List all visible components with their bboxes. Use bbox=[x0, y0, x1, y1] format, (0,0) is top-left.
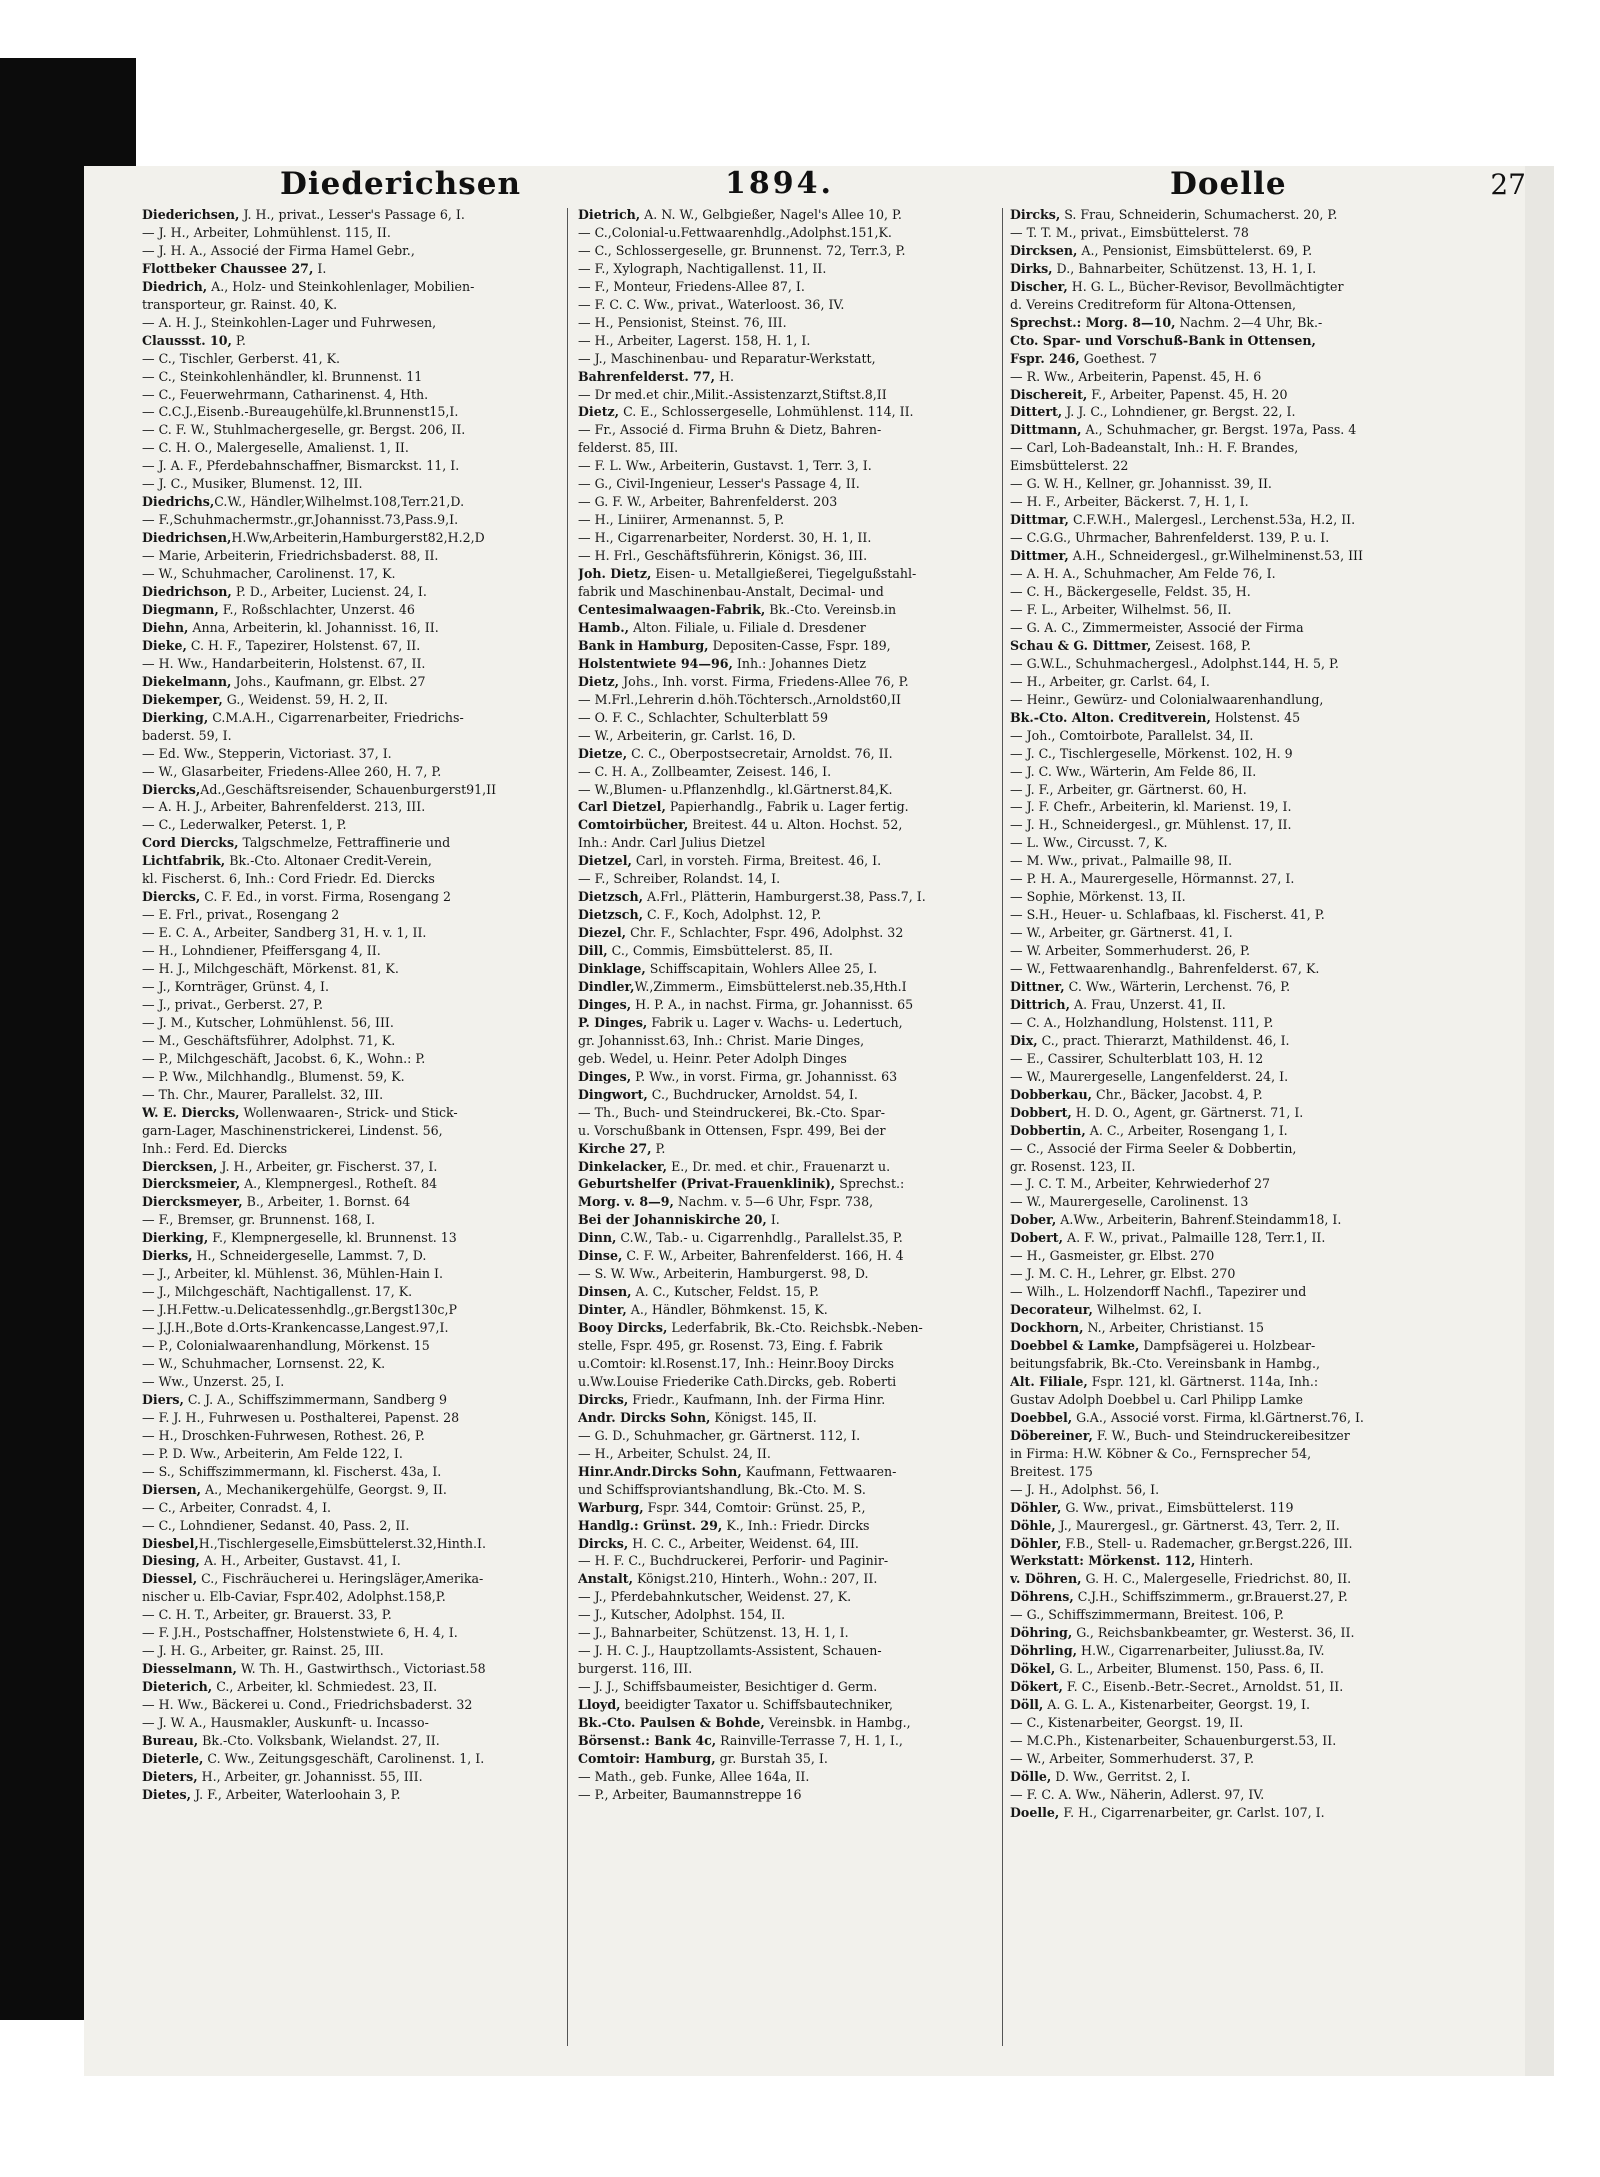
directory-line: Morg. v. 8—9, Nachm. v. 5—6 Uhr, Fspr. 738, bbox=[578, 1194, 874, 1210]
directory-line: Dieke, C. H. F., Tapezirer, Holstenst. 67, II. bbox=[142, 637, 421, 653]
directory-line: — W., Arbeiterin, gr. Carlst. 16, D. bbox=[578, 727, 796, 743]
directory-line: d. Vereins Creditreform für Altona-Ottensen, bbox=[1010, 296, 1296, 312]
directory-line: garn-Lager, Maschinenstrickerei, Lindenst. 56, bbox=[142, 1122, 443, 1138]
directory-line: — G., Civil-Ingenieur, Lesser's Passage 4, II. bbox=[578, 476, 860, 492]
directory-line: — S., Schiffszimmermann, kl. Fischerst. 43a, I. bbox=[142, 1463, 442, 1479]
directory-line: Diehn, Anna, Arbeiterin, kl. Johannisst. 16, II. bbox=[142, 619, 439, 635]
directory-line: — H., Pensionist, Steinst. 76, III. bbox=[578, 314, 787, 330]
directory-line: Handlg.: Grünst. 29, K., Inh.: Friedr. Dircks bbox=[578, 1517, 870, 1533]
directory-line: — P., Colonialwaarenhandlung, Mörkenst. 15 bbox=[142, 1338, 430, 1354]
directory-line: Dietrich, A. N. W., Gelbgießer, Nagel's Allee 10, P. bbox=[578, 207, 902, 222]
directory-line: — J., privat., Gerberst. 27, P. bbox=[142, 996, 324, 1012]
directory-line: Joh. Dietz, Eisen- u. Metallgießerei, Tiegelgußstahl- bbox=[578, 566, 917, 582]
directory-line: — J. C. Ww., Wärterin, Am Felde 86, II. bbox=[1010, 763, 1257, 779]
directory-line: Dietzsch, A.Frl., Plätterin, Hamburgerst.38, Pass.7, I. bbox=[578, 889, 926, 905]
directory-line: Dober, A.Ww., Arbeiterin, Bahrenf.Steindamm18, I. bbox=[1010, 1212, 1342, 1228]
directory-line: — J. M., Kutscher, Lohmühlenst. 56, III. bbox=[142, 1014, 394, 1030]
directory-line: Dökert, F. C., Eisenb.-Betr.-Secret., Arnoldst. 51, II. bbox=[1010, 1679, 1344, 1695]
directory-line: — M., Geschäftsführer, Adolphst. 71, K. bbox=[142, 1032, 396, 1048]
directory-line: — H., Arbeiter, Schulst. 24, II. bbox=[578, 1445, 771, 1461]
column-rule-1 bbox=[567, 208, 568, 2046]
directory-line: nischer u. Elb-Caviar, Fspr.402, Adolphst.158,P. bbox=[142, 1589, 446, 1605]
directory-line: — J.J.H.,Bote d.Orts-Krankencasse,Langest.97,I. bbox=[142, 1320, 449, 1336]
directory-line: — C., Feuerwehrmann, Catharinenst. 4, Hth. bbox=[142, 386, 429, 402]
directory-line: — H. Ww., Handarbeiterin, Holstenst. 67, II. bbox=[142, 655, 426, 671]
directory-line: — A. H. A., Schuhmacher, Am Felde 76, I. bbox=[1010, 566, 1276, 582]
directory-line: Dietzsch, C. F., Koch, Adolphst. 12, P. bbox=[578, 907, 822, 923]
directory-line: Dieters, H., Arbeiter, gr. Johannisst. 55, III. bbox=[142, 1768, 423, 1784]
directory-line: Döhler, G. Ww., privat., Eimsbüttelerst. 119 bbox=[1010, 1499, 1294, 1515]
directory-line: Booy Dircks, Lederfabrik, Bk.-Cto. Reichsbk.-Neben- bbox=[578, 1320, 923, 1336]
directory-line: — J., Maschinenbau- und Reparatur-Werkstatt, bbox=[578, 350, 876, 366]
directory-line: — F., Bremser, gr. Brunnenst. 168, I. bbox=[142, 1212, 376, 1228]
directory-line: gr. Rosenst. 123, II. bbox=[1010, 1158, 1136, 1174]
directory-line: stelle, Fspr. 495, gr. Rosenst. 73, Eing. f. Fabrik bbox=[578, 1338, 883, 1354]
directory-line: Döhrling, H.W., Cigarrenarbeiter, Juliusst.8a, IV. bbox=[1010, 1643, 1325, 1659]
directory-line: — M. Ww., privat., Palmaille 98, II. bbox=[1010, 853, 1232, 869]
directory-line: — P. Ww., Milchhandlg., Blumenst. 59, K. bbox=[142, 1068, 405, 1084]
directory-line: Inh.: Andr. Carl Julius Dietzel bbox=[578, 835, 766, 851]
directory-column-1 bbox=[142, 206, 562, 2046]
directory-line: Comtoirbücher, Breitest. 44 u. Alton. Hochst. 52, bbox=[578, 817, 903, 833]
directory-line: — W., Glasarbeiter, Friedens-Allee 260, H. 7, P. bbox=[142, 763, 442, 779]
directory-line: — E., Cassirer, Schulterblatt 103, H. 12 bbox=[1010, 1050, 1264, 1066]
directory-line: Doelle, F. H., Cigarrenarbeiter, gr. Carlst. 107, I. bbox=[1010, 1804, 1325, 1820]
directory-line: Diercks,Ad.,Geschäftsreisender, Schauenburgerst91,II bbox=[142, 781, 497, 797]
directory-line: — J., Kornträger, Grünst. 4, I. bbox=[142, 978, 330, 994]
directory-line: kl. Fischerst. 6, Inh.: Cord Friedr. Ed. Diercks bbox=[142, 871, 435, 887]
directory-line: — P. H. A., Maurergeselle, Hörmannst. 27, I. bbox=[1010, 871, 1295, 887]
directory-line: — C., Arbeiter, Conradst. 4, I. bbox=[142, 1499, 332, 1515]
directory-line: und Schiffsproviantshandlung, Bk.-Cto. M. S. bbox=[578, 1481, 866, 1497]
directory-line: — C. H. O., Malergeselle, Amalienst. 1, II. bbox=[142, 440, 409, 456]
directory-line: Dinter, A., Händler, Böhmkenst. 15, K. bbox=[578, 1302, 828, 1318]
directory-line: Diercksen, J. H., Arbeiter, gr. Fischerst. 37, I. bbox=[142, 1158, 438, 1174]
directory-line: Diercksmeyer, B., Arbeiter, 1. Bornst. 64 bbox=[142, 1194, 411, 1210]
directory-line: Diekemper, G., Weidenst. 59, H. 2, II. bbox=[142, 691, 388, 707]
directory-line: — F. J. H., Fuhrwesen u. Posthalterei, Papenst. 28 bbox=[142, 1409, 460, 1425]
directory-line: Dökel, G. L., Arbeiter, Blumenst. 150, Pass. 6, II. bbox=[1010, 1661, 1324, 1677]
directory-line: — H. J., Milchgeschäft, Mörkenst. 81, K. bbox=[142, 961, 399, 977]
directory-line: — C. F. W., Stuhlmachergeselle, gr. Bergst. 206, II. bbox=[142, 422, 466, 438]
directory-line: Dinn, C.W., Tab.- u. Cigarrenhdlg., Parallelst.35, P. bbox=[578, 1230, 903, 1246]
directory-line: Diedrichsen,H.Ww,Arbeiterin,Hamburgerst82,H.2,D bbox=[142, 530, 485, 546]
directory-line: — C., Lederwalker, Peterst. 1, P. bbox=[142, 817, 347, 833]
directory-line: — F., Xylograph, Nachtigallenst. 11, II. bbox=[578, 260, 827, 276]
directory-line: Holstentwiete 94—96, Inh.: Johannes Dietz bbox=[578, 655, 866, 671]
directory-line: Dittrich, A. Frau, Unzerst. 41, II. bbox=[1010, 996, 1226, 1012]
directory-line: Dierking, C.M.A.H., Cigarrenarbeiter, Friedrichs- bbox=[142, 709, 464, 725]
directory-line: Cord Diercks, Talgschmelze, Fettraffinerie und bbox=[142, 835, 451, 851]
directory-line: — Ww., Unzerst. 25, I. bbox=[142, 1373, 285, 1389]
directory-line: Dobbert, H. D. O., Agent, gr. Gärtnerst. 71, I. bbox=[1010, 1104, 1304, 1120]
directory-line: — H. Frl., Geschäftsführerin, Königst. 36, III. bbox=[578, 548, 868, 564]
directory-line: — J., Arbeiter, kl. Mühlenst. 36, Mühlen-Hain I. bbox=[142, 1266, 444, 1282]
directory-line: — F. C. C. Ww., privat., Waterloost. 36, IV. bbox=[578, 296, 845, 312]
directory-line: — W., Fettwaarenhandlg., Bahrenfelderst. 67, K. bbox=[1010, 961, 1320, 977]
directory-line: Diedrichs,C.W., Händler,Wilhelmst.108,Terr.21,D. bbox=[142, 494, 465, 510]
directory-line: Döhler, F.B., Stell- u. Rademacher, gr.Bergst.226, III. bbox=[1010, 1535, 1353, 1551]
directory-line: Diesselmann, W. Th. H., Gastwirthsch., Victoriast.58 bbox=[142, 1661, 486, 1677]
directory-line: Dischereit, F., Arbeiter, Papenst. 45, H. 20 bbox=[1010, 386, 1288, 402]
directory-line: Diessel, C., Fischräucherei u. Heringsläger,Amerika- bbox=[142, 1571, 484, 1587]
directory-line: Bei der Johanniskirche 20, I. bbox=[578, 1212, 780, 1228]
directory-line: — C., Schlossergeselle, gr. Brunnenst. 72, Terr.3, P. bbox=[578, 242, 906, 258]
directory-column-2 bbox=[578, 206, 998, 2046]
directory-line: Dobbertin, A. C., Arbeiter, Rosengang 1, I. bbox=[1010, 1122, 1288, 1138]
directory-line: — J. H., Arbeiter, Lohmühlenst. 115, II. bbox=[142, 224, 391, 240]
directory-line: fabrik und Maschinenbau-Anstalt, Decimal- und bbox=[578, 584, 884, 600]
directory-line: — W., Maurergeselle, Langenfelderst. 24, I. bbox=[1010, 1068, 1289, 1084]
directory-line: — C., Kistenarbeiter, Georgst. 19, II. bbox=[1010, 1715, 1244, 1731]
directory-line: — F. L., Arbeiter, Wilhelmst. 56, II. bbox=[1010, 601, 1232, 617]
directory-line: — F. L. Ww., Arbeiterin, Gustavst. 1, Terr. 3, I. bbox=[578, 458, 872, 474]
directory-line: — H., Lohndiener, Pfeiffersgang 4, II. bbox=[142, 943, 381, 959]
directory-line: Dietz, Johs., Inh. vorst. Firma, Friedens-Allee 76, P. bbox=[578, 673, 909, 689]
directory-line: — H. F., Arbeiter, Bäckerst. 7, H. 1, I. bbox=[1010, 494, 1249, 510]
directory-line: — H., Liniirer, Armenannst. 5, P. bbox=[578, 512, 785, 528]
directory-line: u. Vorschußbank in Ottensen, Fspr. 499, Bei der bbox=[578, 1122, 886, 1138]
directory-line: — H., Arbeiter, Lagerst. 158, H. 1, I. bbox=[578, 332, 811, 348]
directory-line: — R. Ww., Arbeiterin, Papenst. 45, H. 6 bbox=[1010, 368, 1262, 384]
directory-line: Carl Dietzel, Papierhandlg., Fabrik u. Lager fertig. bbox=[578, 799, 909, 815]
directory-line: — F., Monteur, Friedens-Allee 87, I. bbox=[578, 278, 805, 294]
directory-line: — A. H. J., Arbeiter, Bahrenfelderst. 213, III. bbox=[142, 799, 426, 815]
directory-line: Schau & G. Dittmer, Zeisest. 168, P. bbox=[1010, 637, 1251, 653]
directory-line: Dinsen, A. C., Kutscher, Feldst. 15, P. bbox=[578, 1284, 819, 1300]
directory-line: Diesbel,H.,Tischlergeselle,Eimsbüttelerst.32,Hinth.I. bbox=[142, 1535, 486, 1551]
directory-line: — J. H. C. J., Hauptzollamts-Assistent, Schauen- bbox=[578, 1643, 882, 1659]
directory-line: — J. H. G., Arbeiter, gr. Rainst. 25, III. bbox=[142, 1643, 384, 1659]
directory-line: — C. H., Bäckergeselle, Feldst. 35, H. bbox=[1010, 584, 1251, 600]
directory-line: — H., Arbeiter, gr. Carlst. 64, I. bbox=[1010, 673, 1210, 689]
directory-line: Diederichsen, J. H., privat., Lesser's Passage 6, I. bbox=[142, 207, 465, 222]
directory-line: — J. H., Adolphst. 56, I. bbox=[1010, 1481, 1160, 1497]
directory-line: Diesing, A. H., Arbeiter, Gustavst. 41, I. bbox=[142, 1553, 401, 1569]
directory-line: — J., Kutscher, Adolphst. 154, II. bbox=[578, 1607, 786, 1623]
directory-line: — J. M. C. H., Lehrer, gr. Elbst. 270 bbox=[1010, 1266, 1236, 1282]
directory-line: — O. F. C., Schlachter, Schulterblatt 59 bbox=[578, 709, 829, 725]
directory-line: in Firma: H.W. Köbner & Co., Fernsprecher 54, bbox=[1010, 1445, 1312, 1461]
directory-line: — H., Cigarrenarbeiter, Norderst. 30, H. 1, II. bbox=[578, 530, 872, 546]
directory-line: Dieterich, C., Arbeiter, kl. Schmiedest. 23, II. bbox=[142, 1679, 438, 1695]
directory-line: — P., Milchgeschäft, Jacobst. 6, K., Wohn.: P. bbox=[142, 1050, 426, 1066]
directory-line: burgerst. 116, III. bbox=[578, 1661, 693, 1677]
directory-line: — G. W. H., Kellner, gr. Johannisst. 39, II. bbox=[1010, 476, 1272, 492]
directory-line: Dierks, H., Schneidergeselle, Lammst. 7, D. bbox=[142, 1248, 427, 1264]
directory-line: P. Dinges, Fabrik u. Lager v. Wachs- u. Ledertuch, bbox=[578, 1014, 903, 1030]
directory-line: Fspr. 246, Goethest. 7 bbox=[1010, 350, 1158, 366]
directory-line: Döbereiner, F. W., Buch- und Steindruckereibesitzer bbox=[1010, 1427, 1350, 1443]
directory-line: — C. H. A., Zollbeamter, Zeisest. 146, I. bbox=[578, 763, 832, 779]
directory-line: Inh.: Ferd. Ed. Diercks bbox=[142, 1140, 288, 1156]
directory-line: — H. F. C., Buchdruckerei, Perforir- und Paginir- bbox=[578, 1553, 889, 1569]
directory-line: Döhle, J., Maurergesl., gr. Gärtnerst. 43, Terr. 2, II. bbox=[1010, 1517, 1340, 1533]
directory-line: — F. J.H., Postschaffner, Holstenstwiete 6, H. 4, I. bbox=[142, 1625, 458, 1641]
directory-line: — T. T. M., privat., Eimsbüttelerst. 78 bbox=[1010, 224, 1249, 240]
directory-line: — J. H. A., Associé der Firma Hamel Gebr., bbox=[142, 242, 415, 258]
directory-line: Kirche 27, P. bbox=[578, 1140, 666, 1156]
directory-line: — M.Frl.,Lehrerin d.höh.Töchtersch.,Arnoldst60,II bbox=[578, 691, 901, 707]
directory-line: Dietze, C. C., Oberpostsecretair, Arnoldst. 76, II. bbox=[578, 745, 893, 761]
directory-line: — Dr med.et chir.,Milit.-Assistenzarzt,Stiftst.8,II bbox=[578, 386, 887, 402]
directory-line: — S. W. Ww., Arbeiterin, Hamburgerst. 98, D. bbox=[578, 1266, 869, 1282]
directory-line: — Fr., Associé d. Firma Bruhn & Dietz, Bahren- bbox=[578, 422, 882, 438]
directory-line: — Th. Chr., Maurer, Parallelst. 32, III. bbox=[142, 1086, 384, 1102]
directory-line: Dittert, J. J. C., Lohndiener, gr. Bergst. 22, I. bbox=[1010, 404, 1296, 420]
directory-line: — P. D. Ww., Arbeiterin, Am Felde 122, I. bbox=[142, 1445, 403, 1461]
directory-line: — J. C., Tischlergeselle, Mörkenst. 102, H. 9 bbox=[1010, 745, 1293, 761]
directory-line: — C. A., Holzhandlung, Holstenst. 111, P. bbox=[1010, 1014, 1274, 1030]
directory-line: Diers, C. J. A., Schiffszimmermann, Sandberg 9 bbox=[142, 1391, 448, 1407]
directory-line: — J. A. F., Pferdebahnschaffner, Bismarckst. 11, I. bbox=[142, 458, 460, 474]
directory-line: Bk.-Cto. Alton. Creditverein, Holstenst. 45 bbox=[1010, 709, 1301, 725]
directory-line: Diezel, Chr. F., Schlachter, Fspr. 496, Adolphst. 32 bbox=[578, 925, 904, 941]
directory-line: Diedrich, A., Holz- und Steinkohlenlager, Mobilien- bbox=[142, 278, 475, 294]
directory-line: — J., Milchgeschäft, Nachtigallenst. 17, K. bbox=[142, 1284, 413, 1300]
directory-line: Lloyd, beeidigter Taxator u. Schiffsbautechniker, bbox=[578, 1697, 894, 1713]
directory-line: — G.W.L., Schuhmachergesl., Adolphst.144, H. 5, P. bbox=[1010, 655, 1339, 671]
directory-line: — S.H., Heuer- u. Schlafbaas, kl. Fischerst. 41, P. bbox=[1010, 907, 1325, 923]
directory-line: Dietzel, Carl, in vorsteh. Firma, Breitest. 46, I. bbox=[578, 853, 882, 869]
directory-line: Dietes, J. F., Arbeiter, Waterloohain 3, P. bbox=[142, 1786, 401, 1802]
directory-line: — H., Gasmeister, gr. Elbst. 270 bbox=[1010, 1248, 1215, 1264]
directory-line: — H. Ww., Bäckerei u. Cond., Friedrichsbaderst. 32 bbox=[142, 1697, 473, 1713]
directory-line: — W. Arbeiter, Sommerhuderst. 26, P. bbox=[1010, 943, 1250, 959]
directory-line: — J., Bahnarbeiter, Schützenst. 13, H. 1, I. bbox=[578, 1625, 849, 1641]
directory-line: Börsenst.: Bank 4c, Rainville-Terrasse 7, H. 1, I., bbox=[578, 1733, 903, 1749]
directory-line: Sprechst.: Morg. 8—10, Nachm. 2—4 Uhr, Bk.- bbox=[1010, 314, 1323, 330]
directory-line: — W., Maurergeselle, Carolinenst. 13 bbox=[1010, 1194, 1249, 1210]
directory-line: Flottbeker Chaussee 27, I. bbox=[142, 260, 327, 276]
directory-line: — Math., geb. Funke, Allee 164a, II. bbox=[578, 1768, 810, 1784]
page-edge bbox=[1525, 166, 1554, 2076]
directory-line: Andr. Dircks Sohn, Königst. 145, II. bbox=[578, 1409, 817, 1425]
directory-line: — W.,Blumen- u.Pflanzenhdlg., kl.Gärtnerst.84,K. bbox=[578, 781, 893, 797]
directory-line: — A. H. J., Steinkohlen-Lager und Fuhrwesen, bbox=[142, 314, 437, 330]
directory-line: — F. C. A. Ww., Näherin, Adlerst. 97, IV. bbox=[1010, 1786, 1265, 1802]
directory-line: Eimsbüttelerst. 22 bbox=[1010, 458, 1129, 474]
directory-line: Breitest. 175 bbox=[1010, 1463, 1093, 1479]
directory-line: Dix, C., pract. Thierarzt, Mathildenst. 46, I. bbox=[1010, 1032, 1290, 1048]
directory-line: — C., Steinkohlenhändler, kl. Brunnenst. 11 bbox=[142, 368, 423, 384]
header-right-catchword: Doelle bbox=[1170, 166, 1287, 202]
directory-line: — F., Schreiber, Rolandst. 14, I. bbox=[578, 871, 781, 887]
directory-line: Dindler,W.,Zimmerm., Eimsbüttelerst.neb.35,Hth.I bbox=[578, 978, 907, 994]
directory-line: Doebbel & Lamke, Dampfsägerei u. Holzbear- bbox=[1010, 1338, 1316, 1354]
directory-line: Diekelmann, Johs., Kaufmann, gr. Elbst. 27 bbox=[142, 673, 426, 689]
directory-line: Dittmer, A.H., Schneidergesl., gr.Wilhelminenst.53, III bbox=[1010, 548, 1364, 564]
directory-line: — L. Ww., Circusst. 7, K. bbox=[1010, 835, 1168, 851]
page-number: 27 bbox=[1490, 168, 1526, 201]
directory-line: — Joh., Comtoirbote, Parallelst. 34, II. bbox=[1010, 727, 1254, 743]
directory-line: Lichtfabrik, Bk.-Cto. Altonaer Credit-Verein, bbox=[142, 853, 432, 869]
directory-line: — W., Schuhmacher, Carolinenst. 17, K. bbox=[142, 566, 396, 582]
directory-line: Warburg, Fspr. 344, Comtoir: Grünst. 25, P., bbox=[578, 1499, 866, 1515]
directory-line: — C.C.J.,Eisenb.-Bureaugehülfe,kl.Brunnenst15,I. bbox=[142, 404, 459, 420]
directory-line: — G. F. W., Arbeiter, Bahrenfelderst. 203 bbox=[578, 494, 838, 510]
directory-line: Comtoir: Hamburg, gr. Burstah 35, I. bbox=[578, 1750, 828, 1766]
directory-line: — J. J., Schiffsbaumeister, Besichtiger d. Germ. bbox=[578, 1679, 878, 1695]
directory-line: — J., Pferdebahnkutscher, Weidenst. 27, K. bbox=[578, 1589, 852, 1605]
column-rule-2 bbox=[1002, 208, 1003, 2046]
directory-line: gr. Johannisst.63, Inh.: Christ. Marie Dinges, bbox=[578, 1032, 865, 1048]
directory-line: Döhring, G., Reichsbankbeamter, gr. Westerst. 36, II. bbox=[1010, 1625, 1355, 1641]
directory-line: Dirks, D., Bahnarbeiter, Schützenst. 13, H. 1, I. bbox=[1010, 260, 1317, 276]
directory-line: Centesimalwaagen-Fabrik, Bk.-Cto. Vereinsb.in bbox=[578, 601, 897, 617]
directory-line: — G. D., Schuhmacher, gr. Gärtnerst. 112, I. bbox=[578, 1427, 861, 1443]
directory-line: geb. Wedel, u. Heinr. Peter Adolph Dinges bbox=[578, 1050, 847, 1066]
directory-line: Diersen, A., Mechanikergehülfe, Georgst. 9, II. bbox=[142, 1481, 447, 1497]
directory-line: Discher, H. G. L., Bücher-Revisor, Bevollmächtigter bbox=[1010, 278, 1344, 294]
directory-line: — C., Tischler, Gerberst. 41, K. bbox=[142, 350, 341, 366]
directory-line: W. E. Diercks, Wollenwaaren-, Strick- und Stick- bbox=[142, 1104, 458, 1120]
directory-line: — H., Droschken-Fuhrwesen, Rothest. 26, P. bbox=[142, 1427, 425, 1443]
directory-line: — Ed. Ww., Stepperin, Victoriast. 37, I. bbox=[142, 745, 392, 761]
directory-line: — Carl, Loh-Badeanstalt, Inh.: H. F. Brandes, bbox=[1010, 440, 1299, 456]
directory-line: — C. H. T., Arbeiter, gr. Brauerst. 33, P. bbox=[142, 1607, 392, 1623]
directory-line: transporteur, gr. Rainst. 40, K. bbox=[142, 296, 338, 312]
directory-line: Alt. Filiale, Fspr. 121, kl. Gärtnerst. 114a, Inh.: bbox=[1010, 1373, 1319, 1389]
directory-line: u.Comtoir: kl.Rosenst.17, Inh.: Heinr.Booy Dircks bbox=[578, 1356, 895, 1371]
directory-line: Dittmar, C.F.W.H., Malergesl., Lerchenst.53a, H.2, II. bbox=[1010, 512, 1356, 528]
directory-line: Dircksen, A., Pensionist, Eimsbüttelerst. 69, P. bbox=[1010, 242, 1313, 258]
directory-line: Diercks, C. F. Ed., in vorst. Firma, Rosengang 2 bbox=[142, 889, 451, 905]
directory-line: — W., Arbeiter, Sommerhuderst. 37, P. bbox=[1010, 1750, 1254, 1766]
directory-line: Hamb., Alton. Filiale, u. Filiale d. Dresdener bbox=[578, 619, 866, 635]
directory-line: Diegmann, F., Roßschlachter, Unzerst. 46 bbox=[142, 601, 415, 617]
directory-line: Döhrens, C.J.H., Schiffszimmerm., gr.Brauerst.27, P. bbox=[1010, 1589, 1348, 1605]
directory-line: Dittner, C. Ww., Wärterin, Lerchenst. 76, P. bbox=[1010, 978, 1291, 994]
directory-column-3 bbox=[1010, 206, 1442, 2046]
directory-line: Bahrenfelderst. 77, H. bbox=[578, 368, 735, 384]
directory-line: Dircks, Friedr., Kaufmann, Inh. der Firma Hinr. bbox=[578, 1391, 886, 1407]
directory-line: Doebbel, G.A., Associé vorst. Firma, kl.Gärtnerst.76, I. bbox=[1010, 1409, 1364, 1425]
directory-line: Bureau, Bk.-Cto. Volksbank, Wielandst. 27, II. bbox=[142, 1733, 440, 1749]
directory-line: Dobberkau, Chr., Bäcker, Jacobst. 4, P. bbox=[1010, 1086, 1263, 1102]
directory-line: — E. C. A., Arbeiter, Sandberg 31, H. v. 1, II. bbox=[142, 925, 427, 941]
directory-line: Dittmann, A., Schuhmacher, gr. Bergst. 197a, Pass. 4 bbox=[1010, 422, 1357, 438]
directory-line: — Marie, Arbeiterin, Friedrichsbaderst. 88, II. bbox=[142, 548, 439, 564]
directory-line: — J. W. A., Hausmakler, Auskunft- u. Incasso- bbox=[142, 1715, 429, 1731]
directory-line: Gustav Adolph Doebbel u. Carl Philipp Lamke bbox=[1010, 1391, 1304, 1407]
header-left-catchword: Diederichsen bbox=[280, 166, 522, 202]
directory-line: Bk.-Cto. Paulsen & Bohde, Vereinsbk. in Hambg., bbox=[578, 1715, 911, 1731]
directory-line: — F.,Schuhmachermstr.,gr.Johannisst.73,Pass.9,I. bbox=[142, 512, 459, 528]
directory-line: baderst. 59, I. bbox=[142, 727, 232, 743]
directory-line: Bank in Hamburg, Depositen-Casse, Fspr. 189, bbox=[578, 637, 891, 653]
directory-line: — J. C. T. M., Arbeiter, Kehrwiederhof 27 bbox=[1010, 1176, 1270, 1192]
directory-line: beitungsfabrik, Bk.-Cto. Vereinsbank in Hambg., bbox=[1010, 1356, 1320, 1371]
directory-line: felderst. 85, III. bbox=[578, 440, 679, 456]
header-year: 1894. bbox=[725, 166, 834, 201]
directory-line: — P., Arbeiter, Baumannstreppe 16 bbox=[578, 1786, 802, 1802]
directory-line: — G. A. C., Zimmermeister, Associé der Firma bbox=[1010, 619, 1304, 635]
directory-line: Dölle, D. Ww., Gerritst. 2, I. bbox=[1010, 1768, 1191, 1784]
directory-line: Dobert, A. F. W., privat., Palmaille 128, Terr.1, II. bbox=[1010, 1230, 1326, 1246]
directory-line: Cto. Spar- und Vorschuß-Bank in Ottensen, bbox=[1010, 332, 1316, 348]
directory-line: Hinr.Andr.Dircks Sohn, Kaufmann, Fettwaaren- bbox=[578, 1463, 897, 1479]
directory-line: Dircks, S. Frau, Schneiderin, Schumacherst. 20, P. bbox=[1010, 207, 1338, 222]
directory-line: — Heinr., Gewürz- und Colonialwaarenhandlung, bbox=[1010, 691, 1324, 707]
directory-line: — G., Schiffszimmermann, Breitest. 106, P. bbox=[1010, 1607, 1284, 1623]
directory-line: v. Döhren, G. H. C., Malergeselle, Friedrichst. 80, II. bbox=[1010, 1571, 1352, 1587]
directory-line: — C.G.G., Uhrmacher, Bahrenfelderst. 139, P. u. I. bbox=[1010, 530, 1330, 546]
directory-line: — J. C., Musiker, Blumenst. 12, III. bbox=[142, 476, 363, 492]
directory-line: — J.H.Fettw.-u.Delicatessenhdlg.,gr.Bergst130c,P bbox=[142, 1302, 457, 1318]
directory-line: Claussst. 10, P. bbox=[142, 332, 246, 348]
directory-line: — J. F., Arbeiter, gr. Gärtnerst. 60, H. bbox=[1010, 781, 1247, 797]
directory-line: Dieterle, C. Ww., Zeitungsgeschäft, Carolinenst. 1, I. bbox=[142, 1750, 485, 1766]
directory-line: — W., Schuhmacher, Lornsenst. 22, K. bbox=[142, 1356, 386, 1371]
directory-line: — E. Frl., privat., Rosengang 2 bbox=[142, 907, 340, 923]
directory-line: — C.,Colonial-u.Fettwaarenhdlg.,Adolphst.151,K. bbox=[578, 224, 892, 240]
directory-line: Werkstatt: Mörkenst. 112, Hinterh. bbox=[1010, 1553, 1254, 1569]
directory-line: Dinse, C. F. W., Arbeiter, Bahrenfelderst. 166, H. 4 bbox=[578, 1248, 904, 1264]
directory-line: — Sophie, Mörkenst. 13, II. bbox=[1010, 889, 1186, 905]
directory-line: — M.C.Ph., Kistenarbeiter, Schauenburgerst.53, II. bbox=[1010, 1733, 1337, 1749]
directory-line: Dinkelacker, E., Dr. med. et chir., Frauenarzt u. bbox=[578, 1158, 891, 1174]
directory-line: Diedrichson, P. D., Arbeiter, Lucienst. 24, I. bbox=[142, 584, 427, 600]
directory-line: Dinges, H. P. A., in nachst. Firma, gr. Johannisst. 65 bbox=[578, 996, 914, 1012]
directory-line: — J. F. Chefr., Arbeiterin, kl. Marienst. 19, I. bbox=[1010, 799, 1292, 815]
directory-line: Dinges, P. Ww., in vorst. Firma, gr. Johannisst. 63 bbox=[578, 1068, 898, 1084]
directory-line: Döll, A. G. L. A., Kistenarbeiter, Georgst. 19, I. bbox=[1010, 1697, 1310, 1713]
directory-line: Dietz, C. E., Schlossergeselle, Lohmühlenst. 114, II. bbox=[578, 404, 914, 420]
directory-line: Geburtshelfer (Privat-Frauenklinik), Sprechst.: bbox=[578, 1176, 905, 1192]
directory-line: Dircks, H. C. C., Arbeiter, Weidenst. 64, III. bbox=[578, 1535, 859, 1551]
directory-line: — C., Lohndiener, Sedanst. 40, Pass. 2, II. bbox=[142, 1517, 410, 1533]
directory-line: Dinklage, Schiffscapitain, Wohlers Allee 25, I. bbox=[578, 961, 878, 977]
directory-line: u.Ww.Louise Friederike Cath.Dircks, geb. Roberti bbox=[578, 1373, 897, 1389]
directory-line: Anstalt, Königst.210, Hinterh., Wohn.: 207, II. bbox=[578, 1571, 878, 1587]
directory-line: — W., Arbeiter, gr. Gärtnerst. 41, I. bbox=[1010, 925, 1233, 941]
directory-line: Dill, C., Commis, Eimsbüttelerst. 85, II. bbox=[578, 943, 833, 959]
directory-line: Decorateur, Wilhelmst. 62, I. bbox=[1010, 1302, 1202, 1318]
directory-line: — C., Associé der Firma Seeler & Dobbertin, bbox=[1010, 1140, 1297, 1156]
directory-line: — J. H., Schneidergesl., gr. Mühlenst. 17, II. bbox=[1010, 817, 1292, 833]
directory-line: Dierking, F., Klempnergeselle, kl. Brunnenst. 13 bbox=[142, 1230, 457, 1246]
directory-line: Dingwort, C., Buchdrucker, Arnoldst. 54, I. bbox=[578, 1086, 858, 1102]
directory-line: — Wilh., L. Holzendorff Nachfl., Tapezirer und bbox=[1010, 1284, 1307, 1300]
directory-line: Dockhorn, N., Arbeiter, Christianst. 15 bbox=[1010, 1320, 1265, 1336]
directory-line: — Th., Buch- und Steindruckerei, Bk.-Cto. Spar- bbox=[578, 1104, 885, 1120]
directory-line: Diercksmeier, A., Klempnergesl., Rotheſt. 84 bbox=[142, 1176, 438, 1192]
